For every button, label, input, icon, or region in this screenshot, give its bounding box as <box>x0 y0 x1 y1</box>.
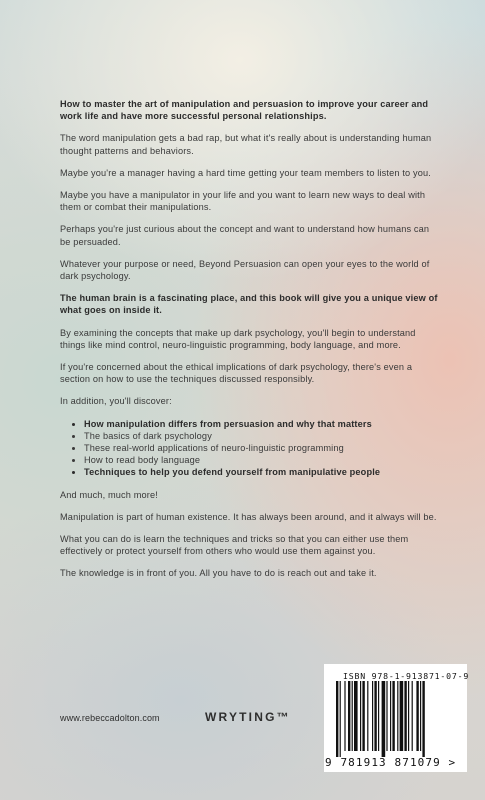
feature-list <box>60 418 440 479</box>
isbn-label: ISBN 978-1-913871-07-9 <box>343 671 470 681</box>
back-cover-text <box>60 98 440 590</box>
list-item: • These real-world applications of neuro-linguistic programming <box>84 442 440 454</box>
body-paragraph: Maybe you're a manager having a hard time getting your team members to listen to you. <box>60 167 431 178</box>
body-paragraph: Manipulation is part of human existence. It has always been around, and it always will be. <box>60 511 437 522</box>
list-item: • The basics of dark psychology <box>84 430 440 442</box>
publisher-logo: WRYTING™ <box>205 710 291 724</box>
intro-paragraph: How to master the art of manipulation and persuasion to improve your career and work life and have more successful personal relationships. <box>60 99 429 122</box>
list-item: • How to read body language <box>84 454 440 466</box>
body-paragraph: By examining the concepts that make up dark psychology, you'll begin to understand things like mind control, neuro-linguistic programming, body language, and more. <box>60 327 416 350</box>
body-paragraph: What you can do is learn the techniques and tricks so that you can either use them effectively or protect yourself from others who would use them against you. <box>60 534 409 557</box>
barcode-digits: 9 781913 871079 > <box>325 756 457 769</box>
list-item: • Techniques to help you defend yourself from manipulative people <box>84 466 440 478</box>
body-paragraph: If you're concerned about the ethical implications of dark psychology, there's even a section on how to use the techniques discussed responsibly. <box>60 362 413 385</box>
body-paragraph: Maybe you have a manipulator in your life and you want to learn new ways to deal with them or combat their manipulations. <box>60 190 426 213</box>
list-item: • How manipulation differs from persuasion and why that matters <box>84 418 440 430</box>
highlight-paragraph: The human brain is a fascinating place, and this book will give you a unique view of what goes on inside it. <box>60 293 438 316</box>
body-paragraph: And much, much more! <box>60 489 158 500</box>
body-paragraph: In addition, you'll discover: <box>60 396 172 407</box>
body-paragraph: The knowledge is in front of you. All you have to do is reach out and take it. <box>60 568 377 579</box>
body-paragraph: Whatever your purpose or need, Beyond Persuasion can open your eyes to the world of dark psychology. <box>60 258 430 282</box>
author-website: www.rebeccadolton.com <box>60 713 160 723</box>
barcode-bars <box>336 681 456 757</box>
body-paragraph: The word manipulation gets a bad rap, but what it's really about is understanding human thought patterns and behaviors. <box>60 133 432 156</box>
body-paragraph: Perhaps you're just curious about the concept and want to understand how humans can be persuaded. <box>60 224 430 247</box>
